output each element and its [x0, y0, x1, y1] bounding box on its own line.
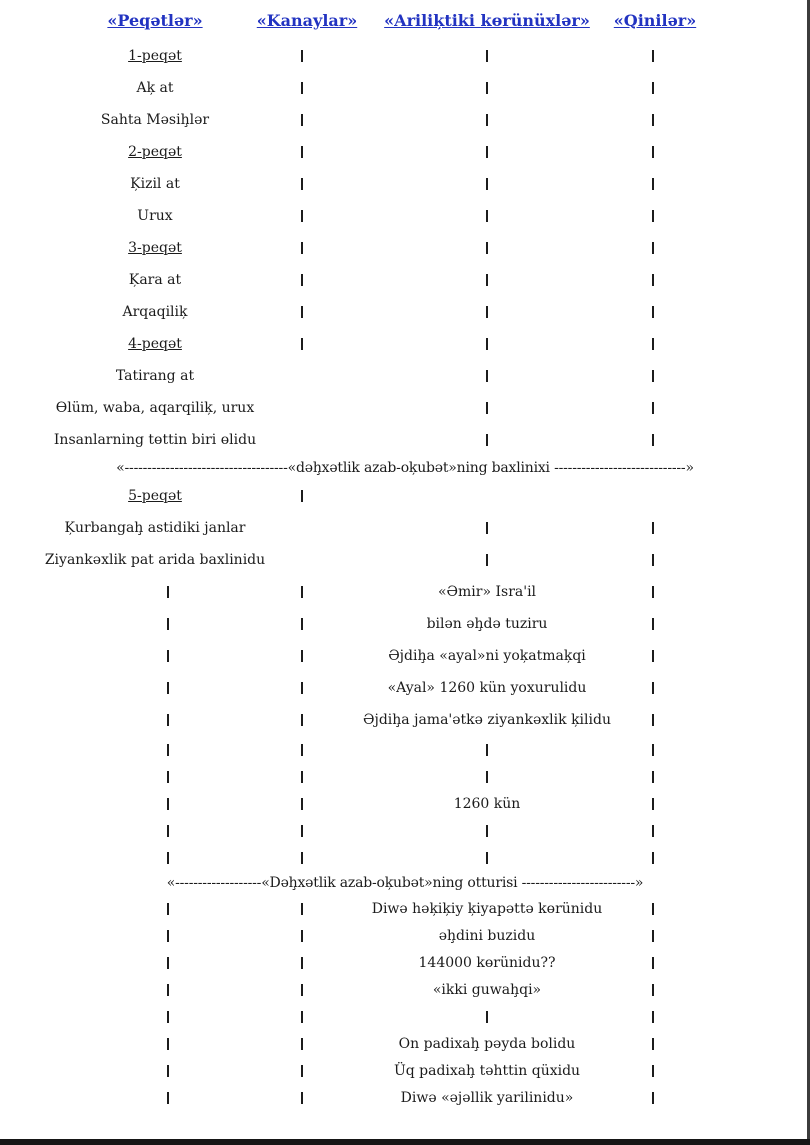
table-row [0, 360, 810, 392]
tick-mark-col1 [167, 798, 169, 810]
tick-mark-col4 [652, 957, 654, 969]
tick-mark-col3 [486, 402, 488, 414]
tick-mark-col1 [167, 984, 169, 996]
tick-mark-col1 [167, 714, 169, 726]
tick-mark-col4 [652, 1065, 654, 1077]
tick-mark-col2 [301, 146, 303, 158]
tick-mark-col2 [301, 825, 303, 837]
header-peqetler[interactable]: «Peqətlər» [107, 11, 203, 30]
table-row [0, 200, 810, 232]
tick-mark-col4 [652, 744, 654, 756]
tick-mark-col2 [301, 852, 303, 864]
row-note: Üq padixaḩ təhttin qüxidu [393, 1062, 581, 1079]
tick-mark-col3 [486, 771, 488, 783]
tick-mark-col2 [301, 903, 303, 915]
tick-mark-col4 [652, 178, 654, 190]
table-row [0, 232, 810, 264]
table-row [0, 922, 810, 949]
tick-mark-col3 [486, 825, 488, 837]
table-row [0, 72, 810, 104]
tick-mark-col3 [486, 744, 488, 756]
row-note: «ikki guwaḩqi» [432, 981, 542, 998]
tick-mark-col2 [301, 1011, 303, 1023]
tick-mark-col1 [167, 744, 169, 756]
tick-mark-col4 [652, 771, 654, 783]
tick-mark-col2 [301, 682, 303, 694]
table-row [0, 976, 810, 1003]
tick-mark-col4 [652, 82, 654, 94]
tick-mark-col2 [301, 1092, 303, 1104]
row-note: Diwə «əjəllik yarilinidu» [400, 1089, 574, 1106]
row-label: Ķizil at [130, 176, 180, 192]
row-label: Sahta Məsiḩlər [100, 112, 210, 128]
tick-mark-col4 [652, 1092, 654, 1104]
table-row [0, 512, 810, 544]
tick-mark-col2 [301, 242, 303, 254]
table-row [0, 576, 810, 608]
tick-mark-col1 [167, 586, 169, 598]
tick-mark-col4 [652, 554, 654, 566]
tick-mark-col4 [652, 930, 654, 942]
header-kanaylar[interactable]: «Kanaylar» [256, 11, 358, 30]
section-divider: «-------------------«Dəḩxətlik azab-oķubət»ning otturisi -------------------------» [166, 875, 644, 891]
tick-mark-col4 [652, 210, 654, 222]
row-label: Ziyankəxlik pat arida baxlinidu [44, 552, 266, 568]
row-note: 144000 kɵrünidu?? [418, 954, 556, 971]
tick-mark-col1 [167, 1092, 169, 1104]
table-row [0, 817, 810, 844]
tick-mark-col4 [652, 370, 654, 382]
tick-mark-col1 [167, 650, 169, 662]
tick-mark-col2 [301, 798, 303, 810]
row-label: 5-peqət [128, 488, 182, 504]
row-label: 3-peqət [128, 240, 182, 256]
tick-mark-col4 [652, 434, 654, 446]
tick-mark-col1 [167, 903, 169, 915]
tick-mark-col4 [652, 586, 654, 598]
tick-mark-col3 [486, 1011, 488, 1023]
tick-mark-col1 [167, 957, 169, 969]
row-note: Diwə həķiķiy ķiyapəttə kɵrünidu [371, 900, 603, 917]
tick-mark-col4 [652, 402, 654, 414]
tick-mark-col4 [652, 825, 654, 837]
table-row [0, 264, 810, 296]
tick-mark-col2 [301, 1038, 303, 1050]
row-note: «Ayal» 1260 kün yoxurulidu [387, 680, 587, 696]
tick-mark-col3 [486, 274, 488, 286]
row-note: Əjdiḩa «ayal»ni yoķatmaķqi [388, 648, 586, 664]
tick-mark-col4 [652, 852, 654, 864]
tick-mark-col4 [652, 274, 654, 286]
tick-mark-col1 [167, 618, 169, 630]
row-label: 2-peqət [128, 144, 182, 160]
tick-mark-col1 [167, 930, 169, 942]
tick-mark-col4 [652, 798, 654, 810]
row-note: əḩdini buzidu [438, 927, 536, 944]
tick-mark-col2 [301, 771, 303, 783]
tick-mark-col2 [301, 50, 303, 62]
tick-mark-col4 [652, 306, 654, 318]
tick-mark-col1 [167, 771, 169, 783]
tick-mark-col3 [486, 554, 488, 566]
row-label: 4-peqət [128, 336, 182, 352]
table-row [0, 1057, 810, 1084]
tick-mark-col4 [652, 242, 654, 254]
tick-mark-col3 [486, 114, 488, 126]
table-row [0, 544, 810, 576]
tick-mark-col4 [652, 903, 654, 915]
tick-mark-col2 [301, 490, 303, 502]
row-label: Insanlarning tɵttin biri ɵlidu [53, 432, 257, 448]
tick-mark-col3 [486, 50, 488, 62]
tick-mark-col2 [301, 586, 303, 598]
row-label: Tatirang at [115, 368, 195, 384]
table-row [0, 895, 810, 922]
table-row [0, 736, 810, 763]
table-row [0, 1003, 810, 1030]
tick-mark-col2 [301, 957, 303, 969]
row-label: Aķ at [136, 80, 174, 96]
tick-mark-col1 [167, 1065, 169, 1077]
tick-mark-col1 [167, 1038, 169, 1050]
section-divider: «------------------------------------«dəḩxətlik azab-oķubət»ning baxlinixi -----------------------------» [116, 460, 694, 476]
tick-mark-col4 [652, 650, 654, 662]
tick-mark-col4 [652, 1011, 654, 1023]
row-note: 1260 kün [453, 795, 521, 812]
table-row [0, 40, 810, 72]
table-row [0, 1030, 810, 1057]
header-qiniler[interactable]: «Qinilər» [613, 11, 697, 30]
tick-mark-col3 [486, 146, 488, 158]
header-ariliktiki-korunuxler[interactable]: «Ariliķtiki kɵrünüxlər» [384, 11, 590, 30]
row-label: Ɵlüm, waba, aqarqiliķ, urux [55, 400, 255, 416]
table-row [0, 328, 810, 360]
table-row [0, 168, 810, 200]
tick-mark-col2 [301, 714, 303, 726]
column-headers [0, 9, 810, 35]
tick-mark-col4 [652, 714, 654, 726]
row-label: 1-peqət [128, 48, 182, 64]
tick-mark-col3 [486, 242, 488, 254]
table-row [0, 790, 810, 817]
tick-mark-col2 [301, 618, 303, 630]
page-bottom-edge-bar [0, 1139, 810, 1145]
table-body [0, 40, 810, 1111]
tick-mark-col1 [167, 682, 169, 694]
tick-mark-col3 [486, 178, 488, 190]
table-row [0, 1084, 810, 1111]
tick-mark-col2 [301, 114, 303, 126]
row-note: Əjdiḩa jama'ətkə ziyankəxlik ķilidu [363, 712, 611, 728]
tick-mark-col3 [486, 522, 488, 534]
row-note: On padixaḩ pəyda bolidu [398, 1035, 576, 1052]
row-label: Ķara at [128, 272, 182, 288]
tick-mark-col4 [652, 50, 654, 62]
tick-mark-col2 [301, 210, 303, 222]
tick-mark-col1 [167, 1011, 169, 1023]
row-label: Arqaqiliķ [122, 304, 188, 320]
row-note: bilən əḩdə tuziru [426, 616, 548, 632]
tick-mark-col4 [652, 682, 654, 694]
tick-mark-col3 [486, 210, 488, 222]
table-row [0, 480, 810, 512]
table-row [0, 949, 810, 976]
tick-mark-col3 [486, 82, 488, 94]
tick-mark-col4 [652, 1038, 654, 1050]
table-row [0, 392, 810, 424]
tick-mark-col3 [486, 338, 488, 350]
tick-mark-col4 [652, 114, 654, 126]
tick-mark-col2 [301, 984, 303, 996]
tick-mark-col2 [301, 338, 303, 350]
tick-mark-col2 [301, 650, 303, 662]
tick-mark-col4 [652, 338, 654, 350]
tick-mark-col2 [301, 178, 303, 190]
table-row [0, 296, 810, 328]
table-row [0, 136, 810, 168]
tick-mark-col2 [301, 1065, 303, 1077]
table-row [0, 844, 810, 871]
table-row [0, 763, 810, 790]
tick-mark-col4 [652, 522, 654, 534]
tick-mark-col3 [486, 434, 488, 446]
table-row [0, 104, 810, 136]
table-row [0, 704, 810, 736]
row-label: Urux [137, 208, 173, 224]
tick-mark-col3 [486, 852, 488, 864]
table-row [0, 672, 810, 704]
tick-mark-col1 [167, 825, 169, 837]
table-row [0, 608, 810, 640]
tick-mark-col2 [301, 82, 303, 94]
tick-mark-col4 [652, 618, 654, 630]
table-row [0, 424, 810, 456]
tick-mark-col2 [301, 274, 303, 286]
tick-mark-col4 [652, 984, 654, 996]
tick-mark-col2 [301, 930, 303, 942]
tick-mark-col2 [301, 306, 303, 318]
tick-mark-col1 [167, 852, 169, 864]
table-row [0, 640, 810, 672]
tick-mark-col4 [652, 146, 654, 158]
row-note: «Əmir» Isra'il [437, 584, 537, 600]
tick-mark-col3 [486, 370, 488, 382]
tick-mark-col2 [301, 744, 303, 756]
row-label: Ķurbangaḩ astidiki janlar [64, 520, 246, 536]
tick-mark-col3 [486, 306, 488, 318]
